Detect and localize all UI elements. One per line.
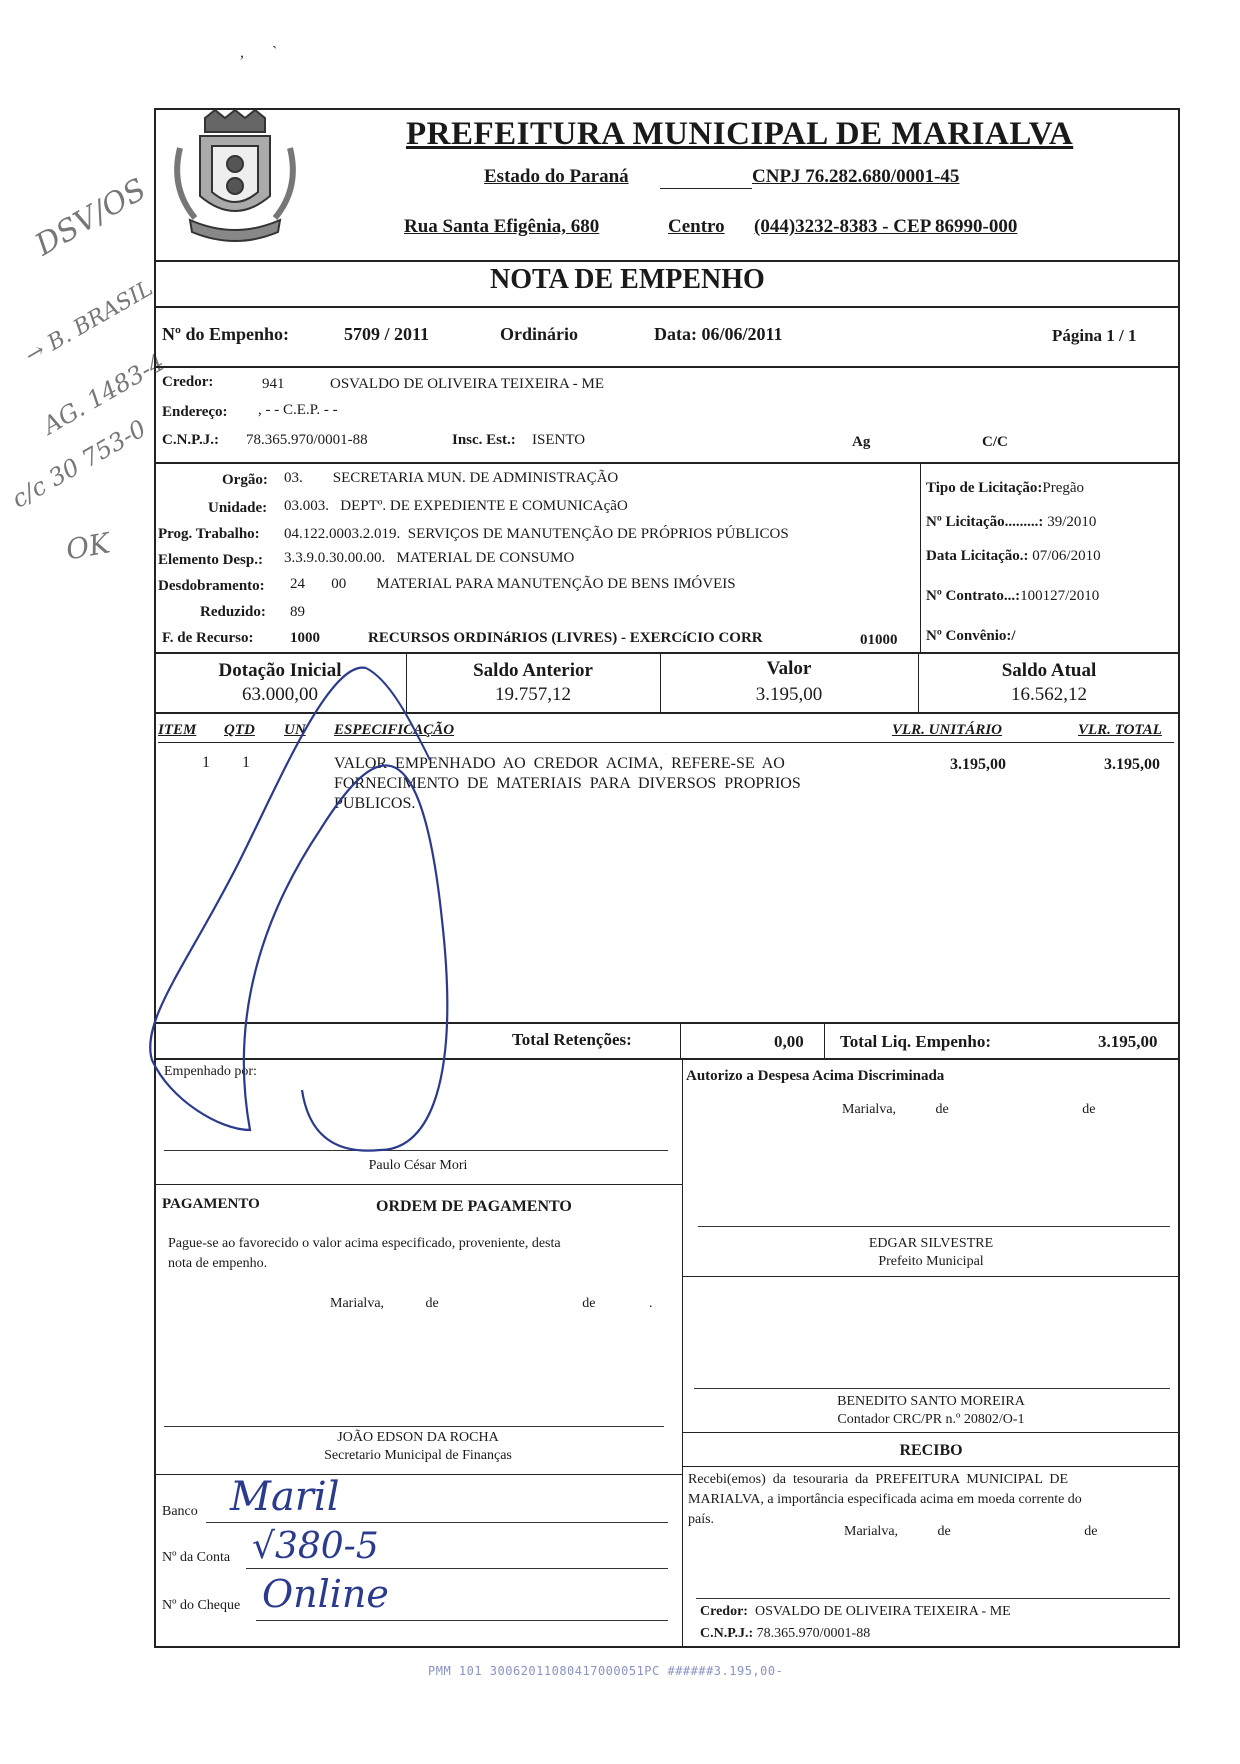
endereco-value: , - - C.E.P. - - xyxy=(258,402,338,418)
pagamento-text: Pague-se ao favorecido o valor acima especificado, proveniente, desta nota de empenho. xyxy=(168,1236,561,1271)
margin-note-4: c/c 30 753-0 xyxy=(7,414,151,514)
banco-label: Banco xyxy=(162,1504,198,1519)
autorizo-date: Marialva, de de xyxy=(842,1102,1096,1117)
recibo-date: Marialva, de de xyxy=(844,1524,1098,1539)
prefeito-nome: EDGAR SILVESTRE xyxy=(868,1236,994,1251)
credor-cnpj-value: 78.365.970/0001-88 xyxy=(246,432,368,448)
divider xyxy=(680,1022,681,1058)
contrato-label: Nº Contrato...:100127/2010 xyxy=(926,588,1100,604)
margin-note-3: AG. 1483-4 xyxy=(38,348,170,440)
convenio-label: Nº Convênio:/ xyxy=(926,628,1016,644)
desdobramento-label: Desdobramento: xyxy=(158,578,265,594)
conta-value: √380-5 xyxy=(252,1526,379,1567)
contador-cargo: Contador CRC/PR n.º 20802/O-1 xyxy=(837,1412,1025,1427)
elemento-label: Elemento Desp.: xyxy=(158,552,263,568)
divider xyxy=(154,1184,682,1185)
recibo-cnpj: C.N.P.J.: 78.365.970/0001-88 xyxy=(700,1626,871,1641)
item-number: 1 xyxy=(202,754,210,771)
insc-est-value: ISENTO xyxy=(532,432,586,448)
secretario-cargo: Secretario Municipal de Finanças xyxy=(324,1448,512,1463)
divider xyxy=(154,366,1180,368)
dotacao-inicial-value: 63.000,00 xyxy=(242,684,318,705)
divider xyxy=(154,462,1180,464)
cheque-line xyxy=(256,1620,668,1621)
desdobramento-value: 24 00 MATERIAL PARA MANUTENÇÃO DE BENS IMÓVEIS xyxy=(290,576,736,592)
signature-line xyxy=(694,1388,1170,1389)
cnpj-header: CNPJ 76.282.680/0001-45 xyxy=(752,166,960,187)
total-liq-value: 3.195,00 xyxy=(1098,1032,1158,1051)
empenho-number-label: Nº do Empenho: xyxy=(162,324,289,344)
recurso-desc: RECURSOS ORDINáRIOS (LIVRES) - EXERCíCIO CORR xyxy=(368,630,763,646)
saldo-anterior-value: 19.757,12 xyxy=(495,684,571,705)
dotacao-inicial-label: Dotação Inicial xyxy=(218,660,342,681)
col-header-un: UN xyxy=(284,722,306,738)
col-header-especificacao: ESPECIFICAÇÃO xyxy=(334,722,455,738)
margin-note-2: → B. BRASIL xyxy=(21,276,158,369)
saldo-anterior-label: Saldo Anterior xyxy=(473,660,593,681)
credor-label: Credor: xyxy=(162,374,214,390)
state-underline xyxy=(660,188,752,189)
reduzido-label: Reduzido: xyxy=(200,604,266,620)
ordem-pagamento-label: ORDEM DE PAGAMENTO xyxy=(376,1198,572,1215)
item-unit-value: 3.195,00 xyxy=(950,756,1006,773)
divider xyxy=(682,1058,683,1648)
banco-line xyxy=(206,1522,668,1523)
total-retencoes-value: 0,00 xyxy=(774,1032,804,1051)
total-liq-label: Total Liq. Empenho: xyxy=(840,1032,991,1051)
data-licitacao-label: Data Licitação.: 07/06/2010 xyxy=(926,548,1101,564)
credor-cnpj-label: C.N.P.J.: xyxy=(162,432,219,448)
col-header-vlr-total: VLR. TOTAL xyxy=(1078,722,1162,738)
credor-code: 941 xyxy=(262,376,285,392)
data-licitacao-value: 07/06/2010 xyxy=(1032,548,1101,564)
page-number: Página 1 / 1 xyxy=(1052,326,1137,345)
divider xyxy=(682,1432,1180,1433)
empenhado-por-label: Empenhado por: xyxy=(164,1064,257,1079)
pagamento-label: PAGAMENTO xyxy=(162,1196,260,1212)
reduzido-value: 89 xyxy=(290,604,305,620)
margin-note-5: OK xyxy=(63,526,113,567)
recurso-num: 01000 xyxy=(860,632,898,648)
address-street: Rua Santa Efigênia, 680 xyxy=(404,216,600,237)
divider xyxy=(154,306,1180,308)
valor-label: Valor xyxy=(766,658,812,679)
signature-line xyxy=(696,1598,1170,1599)
orgao-value: 03. SECRETARIA MUN. DE ADMINISTRAÇÃO xyxy=(284,470,619,486)
divider xyxy=(920,462,921,652)
footer-code: PMM 101 30062011080417000051PC ######3.195,00- xyxy=(428,1664,784,1678)
unidade-label: Unidade: xyxy=(208,500,268,516)
num-licitacao-label: Nº Licitação.........: 39/2010 xyxy=(926,514,1097,530)
empenho-type: Ordinário xyxy=(500,324,579,344)
empenho-date: Data: 06/06/2011 xyxy=(654,324,783,344)
item-qtd: 1 xyxy=(242,754,250,771)
prefeitura-title: PREFEITURA MUNICIPAL DE MARIALVA xyxy=(406,116,1074,152)
address-district: Centro xyxy=(668,216,725,237)
divider xyxy=(824,1022,825,1058)
insc-est-label: Insc. Est.: xyxy=(452,432,516,448)
banco-value: Maril xyxy=(230,1474,340,1520)
pagamento-date: Marialva, de de . xyxy=(330,1296,653,1311)
divider xyxy=(682,1276,1180,1277)
signature-line xyxy=(164,1426,664,1427)
secretario-nome: JOÃO EDSON DA ROCHA xyxy=(337,1430,499,1445)
elemento-value: 3.3.9.0.30.00.00. MATERIAL DE CONSUMO xyxy=(284,550,575,566)
col-header-qtd: QTD xyxy=(224,722,255,738)
nota-de-empenho-title: NOTA DE EMPENHO xyxy=(490,264,765,295)
divider xyxy=(154,652,1180,654)
col-header-item: ITEM xyxy=(158,722,197,738)
prefeito-cargo: Prefeito Municipal xyxy=(878,1254,984,1269)
address-phone-cep: (044)3232-8383 - CEP 86990-000 xyxy=(754,216,1018,237)
tipo-licitacao-value: Pregão xyxy=(1042,480,1085,496)
margin-note-1: DSV/OS xyxy=(29,171,153,264)
unidade-value: 03.003. DEPTº. DE EXPEDIENTE E COMUNICAçãO xyxy=(284,498,628,514)
saldo-atual-value: 16.562,12 xyxy=(1011,684,1087,705)
item-total-value: 3.195,00 xyxy=(1104,756,1160,773)
cheque-label: Nº do Cheque xyxy=(162,1598,241,1613)
credor-name: OSVALDO DE OLIVEIRA TEIXEIRA - ME xyxy=(330,376,605,392)
signature-line xyxy=(698,1226,1170,1227)
estado-label: Estado do Paraná xyxy=(484,166,629,187)
valor-value: 3.195,00 xyxy=(755,684,823,705)
conta-label: Nº da Conta xyxy=(162,1550,231,1565)
divider xyxy=(154,260,1180,262)
tipo-licitacao-label: Tipo de Licitação:Pregão xyxy=(926,480,1085,496)
prog-trabalho-value: 04.122.0003.2.019. SERVIÇOS DE MANUTENÇÃO DE PRÓPRIOS PÚBLICOS xyxy=(284,526,789,542)
saldo-atual-label: Saldo Atual xyxy=(1001,660,1097,681)
empenhado-por-nome: Paulo César Mori xyxy=(368,1158,468,1173)
recibo-credor: Credor: OSVALDO DE OLIVEIRA TEIXEIRA - ME xyxy=(700,1604,1011,1619)
cheque-value: Online xyxy=(262,1572,389,1616)
scan-mark: , ` xyxy=(240,44,278,61)
ag-label: Ag xyxy=(852,434,871,450)
contador-nome: BENEDITO SANTO MOREIRA xyxy=(837,1394,1025,1409)
contrato-value: 100127/2010 xyxy=(1020,588,1100,604)
item-spec: VALOR EMPENHADO AO CREDOR ACIMA, REFERE-SE AO FORNECIMENTO DE MATERIAIS PARA DIVERSOS PROPRIOS PUBLICOS. xyxy=(334,755,801,812)
cc-label: C/C xyxy=(982,434,1008,450)
num-licitacao-value: 39/2010 xyxy=(1047,514,1097,530)
col-header-vlr-unitario: VLR. UNITÁRIO xyxy=(892,722,1003,738)
recibo-title: RECIBO xyxy=(899,1442,963,1459)
endereco-label: Endereço: xyxy=(162,404,228,420)
recurso-code: 1000 xyxy=(290,630,320,646)
coat-of-arms xyxy=(160,108,310,250)
divider xyxy=(682,1466,1180,1467)
autorizo-label: Autorizo a Despesa Acima Discriminada xyxy=(686,1068,945,1084)
recibo-text: Recebi(emos) da tesouraria da PREFEITURA MUNICIPAL DE MARIALVA, a importância especificada acima em moeda corrente do país. xyxy=(688,1472,1082,1527)
prog-trabalho-label: Prog. Trabalho: xyxy=(158,526,260,542)
handwritten-signature xyxy=(130,660,470,1180)
empenho-number-value: 5709 / 2011 xyxy=(344,324,430,344)
total-retencoes-label: Total Retenções: xyxy=(512,1030,632,1049)
recurso-label: F. de Recurso: xyxy=(162,630,254,646)
conta-line xyxy=(246,1568,668,1569)
orgao-label: Orgão: xyxy=(222,472,268,488)
